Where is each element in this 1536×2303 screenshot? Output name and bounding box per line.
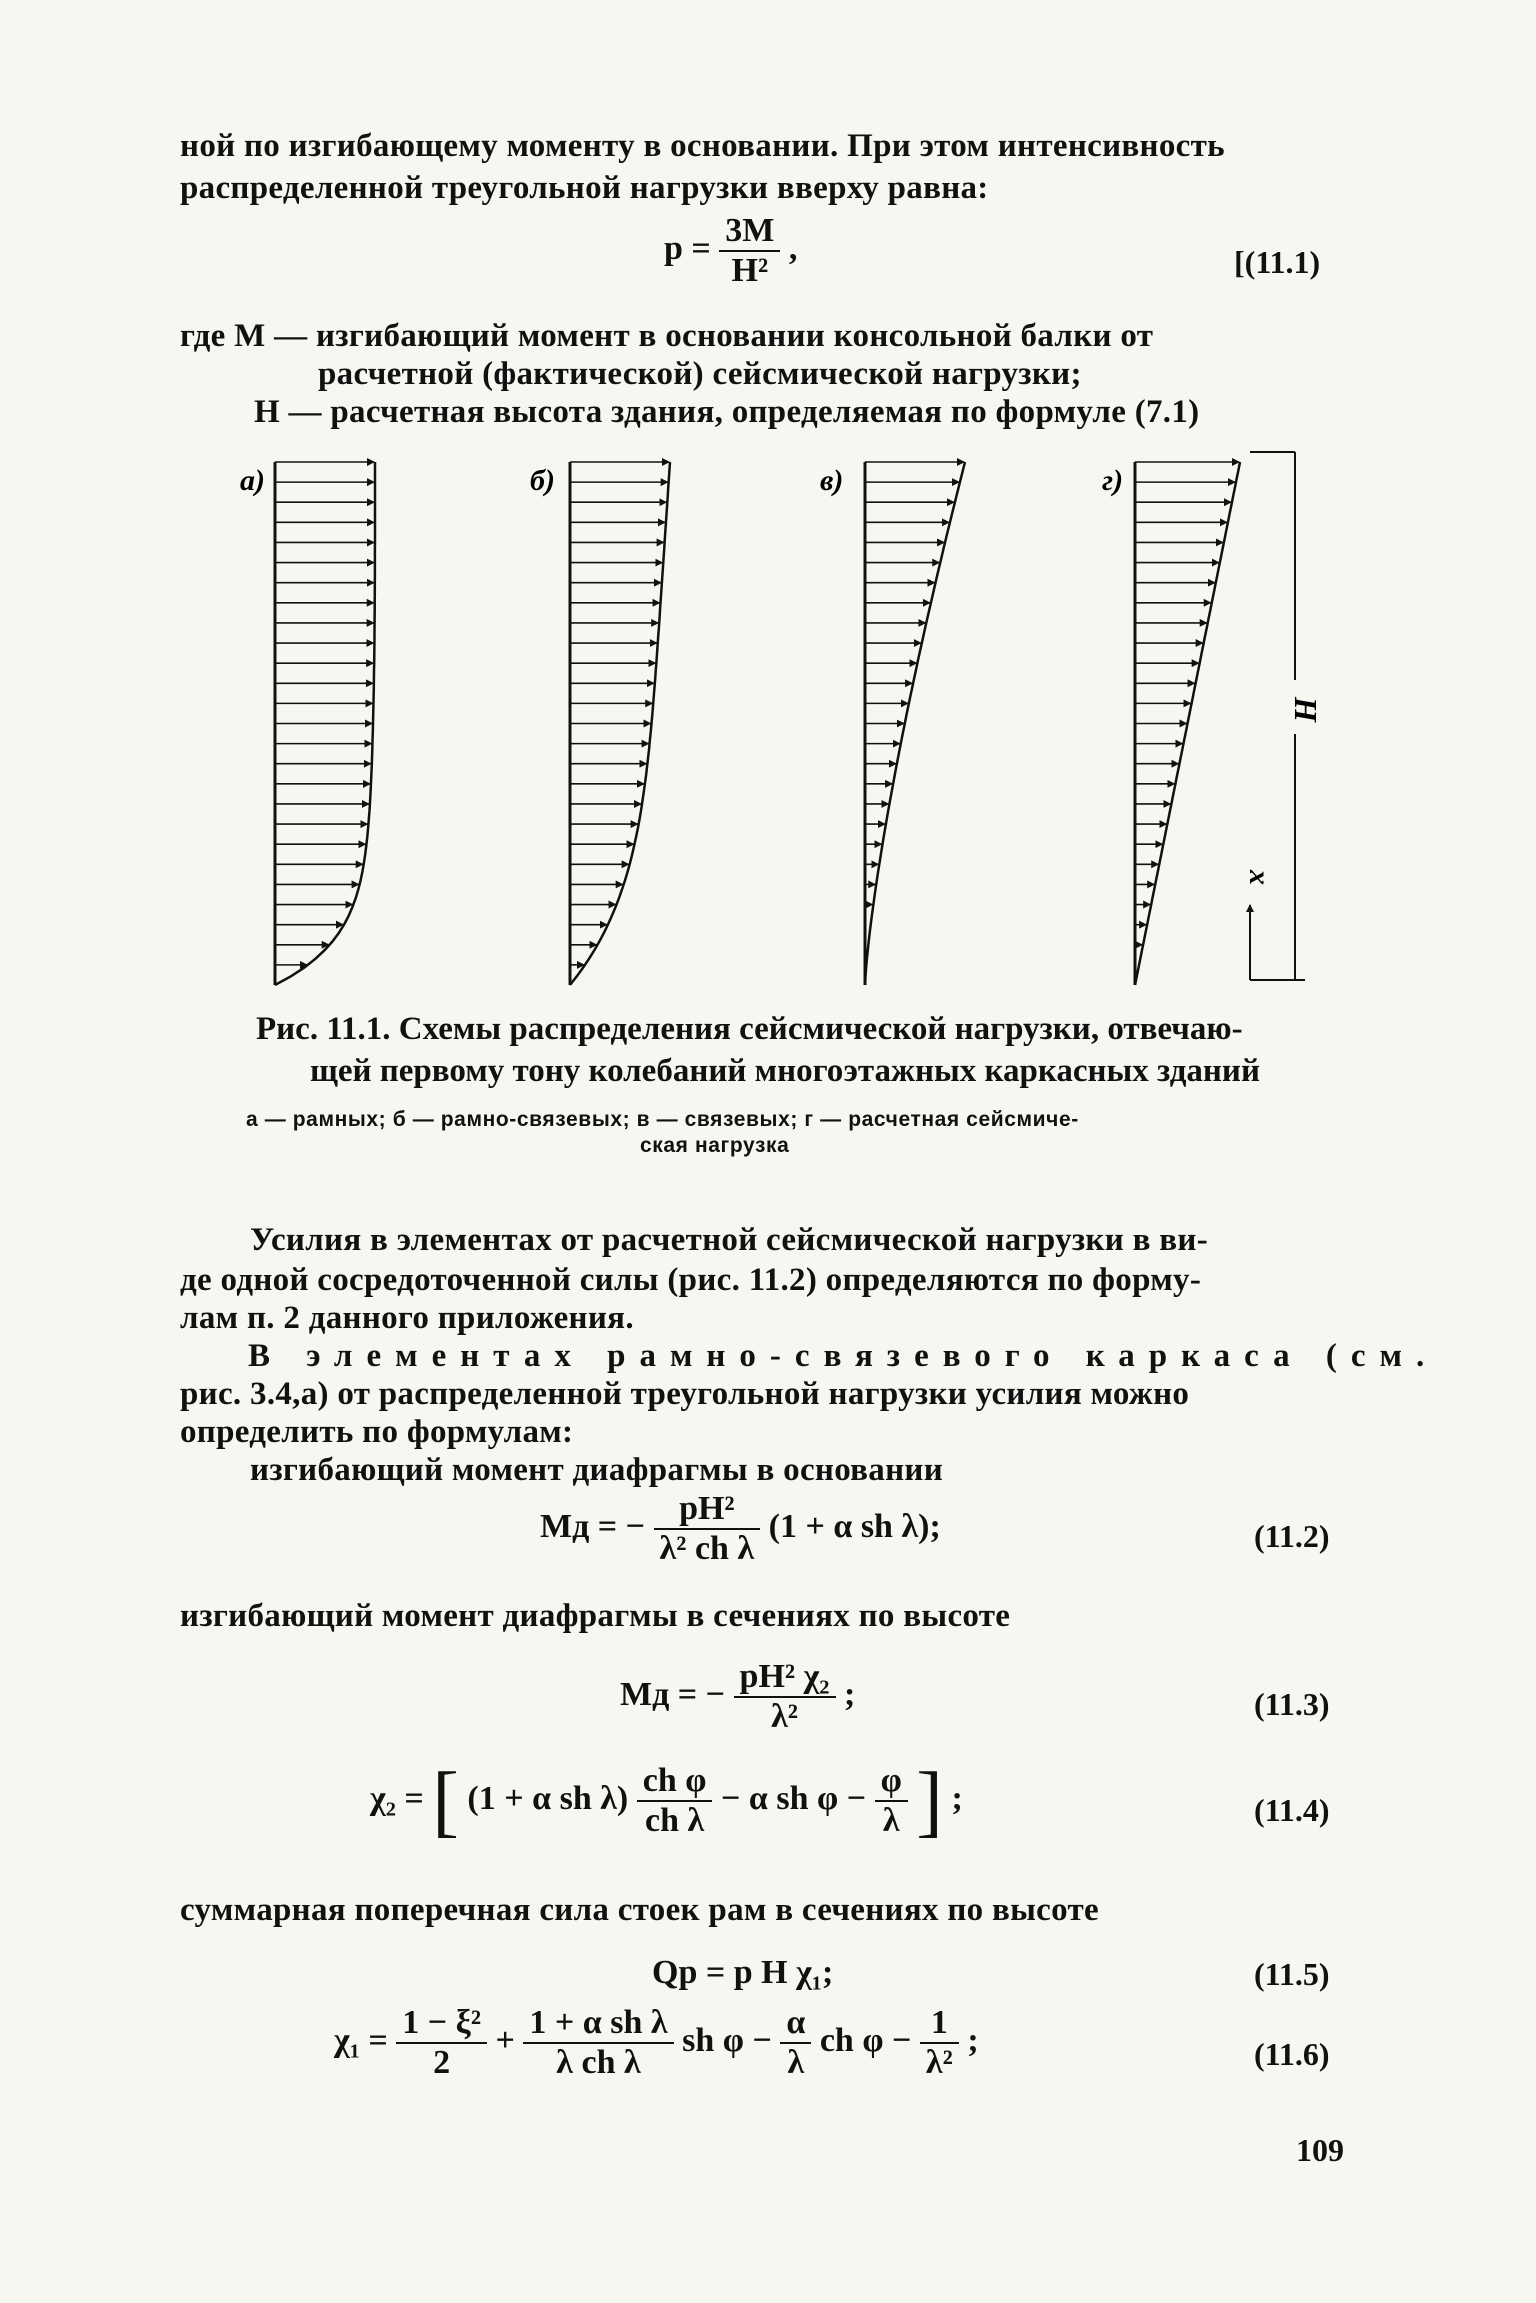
panel-a xyxy=(275,462,375,985)
fraction-denominator: λ xyxy=(780,2042,811,2082)
panel-label-c: в) xyxy=(820,464,844,497)
fraction-numerator: 1 xyxy=(930,2004,948,2041)
fraction xyxy=(396,2004,487,2082)
fraction-denominator: λ xyxy=(875,1800,908,1840)
text-line: определить по формулам: xyxy=(180,1414,574,1450)
equation-number: (11.6) xyxy=(1254,2036,1330,2072)
eq-lhs: Mд = − xyxy=(540,1507,646,1545)
fraction xyxy=(719,212,780,290)
equation-number: (11.2) xyxy=(1254,1518,1330,1554)
eq-tail: ; xyxy=(844,1675,856,1713)
text-line: Усилия в элементах от расчетной сейсмической нагрузки в ви- xyxy=(250,1222,1209,1258)
panel-label-b: б) xyxy=(530,464,555,497)
right-bracket: ] xyxy=(916,1757,943,1845)
x-axis-label: x xyxy=(1243,870,1276,885)
fraction-numerator: pH² xyxy=(679,1490,735,1527)
figure-caption-line: Рис. 11.1. Схемы распределения сейсмической нагрузки, отвечаю- xyxy=(256,1011,1243,1047)
text-line: суммарная поперечная сила стоек рам в сечениях по высоте xyxy=(180,1892,1099,1928)
eq-operator: + xyxy=(495,2021,515,2059)
text-line: изгибающий момент диафрагмы в основании xyxy=(250,1452,944,1488)
equation-11-5: Qр = p H χ₁; xyxy=(652,1954,834,1991)
panel-label-d: г) xyxy=(1102,464,1124,497)
fraction xyxy=(734,1658,836,1736)
load-diagram-figure xyxy=(240,440,1340,1000)
fraction-denominator: λ² ch λ xyxy=(654,1528,761,1568)
equation-11-3 xyxy=(620,1658,855,1736)
text-line: ной по изгибающему моменту в основании. При этом интенсивность xyxy=(180,128,1225,164)
equation-11-1 xyxy=(664,212,797,290)
text-line: лам п. 2 данного приложения. xyxy=(180,1300,634,1336)
text-line: H — расчетная высота здания, определяемая по формуле (7.1) xyxy=(254,394,1200,430)
eq-term: sh φ − xyxy=(682,2021,772,2059)
eq-tail: , xyxy=(788,229,798,267)
equation-11-4 xyxy=(370,1757,963,1845)
text-line: расчетной (фактической) сейсмической нагрузки; xyxy=(318,356,1082,392)
fraction xyxy=(920,2004,959,2082)
fraction-numerator: pH² χ₂ xyxy=(739,1658,830,1695)
text-line: В элементах рамно-связевого каркаса (см. xyxy=(248,1338,1439,1374)
fraction-denominator: 2 xyxy=(396,2042,487,2082)
fraction-denominator: λ² xyxy=(920,2042,959,2082)
text-line: изгибающий момент диафрагмы в сечениях по высоте xyxy=(180,1598,1011,1634)
figure-caption-line: щей первому тону колебаний многоэтажных каркасных зданий xyxy=(310,1053,1260,1089)
fraction-numerator: ch φ xyxy=(642,1762,707,1799)
fraction xyxy=(523,2004,673,2082)
eq-term: − α sh φ − xyxy=(720,1779,867,1817)
equation-number: (11.5) xyxy=(1254,1956,1330,1992)
eq-lhs: χ₁ = xyxy=(334,2021,388,2059)
fraction xyxy=(875,1762,908,1840)
text-line: рис. 3.4,а) от распределенной треугольной нагрузки усилия можно xyxy=(180,1376,1190,1412)
fraction-numerator: 1 + α sh λ xyxy=(529,2004,668,2041)
equation-11-6 xyxy=(334,2004,979,2082)
fraction xyxy=(637,1762,713,1840)
fraction xyxy=(780,2004,811,2082)
eq-tail: ; xyxy=(967,2021,979,2059)
fraction xyxy=(654,1490,761,1568)
eq-lhs: χ₂ = xyxy=(370,1779,424,1817)
dim-label-H: H xyxy=(1288,697,1324,722)
text-line: де одной сосредоточенной силы (рис. 11.2) определяются по форму- xyxy=(180,1262,1202,1298)
fraction-numerator: 1 − ξ² xyxy=(402,2004,482,2041)
equation-number: [(11.1) xyxy=(1234,244,1321,280)
diagram-panels xyxy=(275,462,1240,985)
eq-lhs: p = xyxy=(664,229,711,267)
panel-c xyxy=(865,462,965,985)
equation-number: (11.3) xyxy=(1254,1686,1330,1722)
eq-tail: ; xyxy=(951,1779,963,1817)
fraction-numerator: φ xyxy=(880,1762,902,1799)
fraction-denominator: λ² xyxy=(734,1696,836,1736)
eq-lhs: Mд = − xyxy=(620,1675,726,1713)
text-line: где M — изгибающий момент в основании консольной балки от xyxy=(180,318,1154,354)
eq-tail: (1 + α sh λ); xyxy=(768,1507,941,1545)
eq-term: ch φ − xyxy=(819,2021,912,2059)
fraction-numerator: 3M xyxy=(725,212,775,249)
left-bracket: [ xyxy=(432,1757,459,1845)
figure-legend-line: ская нагрузка xyxy=(640,1134,790,1157)
text-line: распределенной треугольной нагрузки вверху равна: xyxy=(180,170,989,206)
fraction-denominator: H² xyxy=(719,250,780,290)
fraction-denominator: λ ch λ xyxy=(523,2042,673,2082)
eq-term: (1 + α sh λ) xyxy=(467,1779,629,1817)
panel-label-a: а) xyxy=(240,464,265,497)
panel-d xyxy=(1135,462,1240,985)
figure-legend-line: а — рамных; б — рамно-связевых; в — связевых; г — расчетная сейсмиче- xyxy=(246,1108,1079,1131)
fraction-denominator: ch λ xyxy=(637,1800,713,1840)
page-number: 109 xyxy=(1296,2132,1344,2168)
equation-number: (11.4) xyxy=(1254,1792,1330,1828)
fraction-numerator: α xyxy=(786,2004,806,2041)
equation-11-2 xyxy=(540,1490,941,1568)
panel-b xyxy=(570,462,670,985)
